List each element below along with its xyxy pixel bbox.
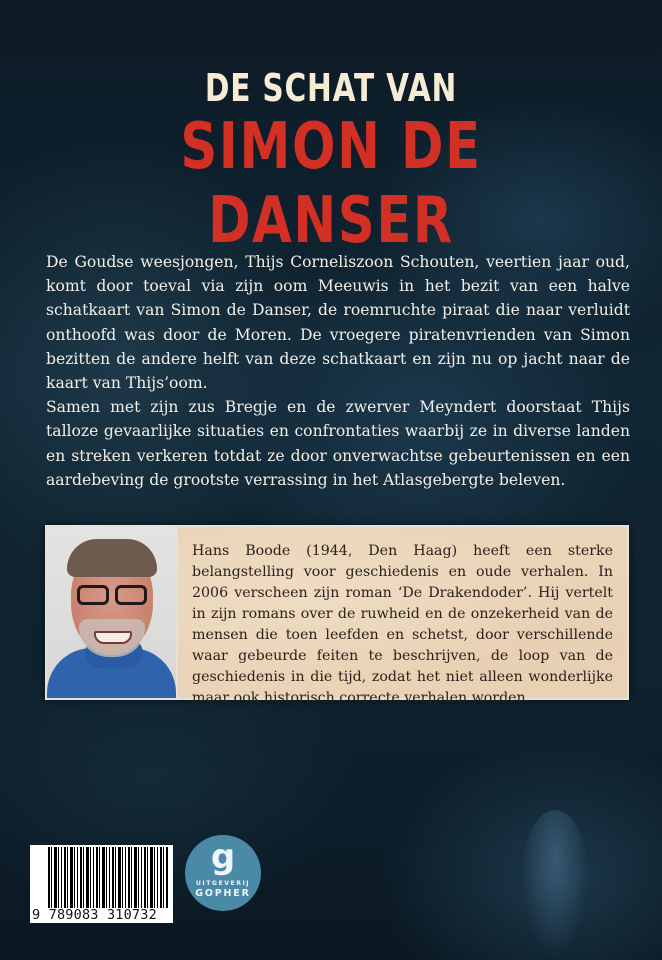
photo-hair <box>67 539 157 577</box>
author-bio-box <box>45 525 629 706</box>
isbn-barcode <box>30 845 173 923</box>
glasses-lens-right <box>115 585 147 605</box>
blurb-paragraph-1: De Goudse weesjongen, Thijs Corneliszoon Schouten, veertien jaar oud, komt door toeval via zijn oom Meeuwis in het bezit van een halve schatkaart van Simon de Danser, de roemruchte piraat die naar verluidt onthoofd was door de Moren. De vroegere piratenvrienden van Simon bezitten de andere helft van deze schatkaart en zijn nu op jacht naar de kaart van Thijs’oom. <box>46 253 630 393</box>
author-photo <box>47 527 178 698</box>
back-cover-blurb <box>46 250 630 492</box>
isbn-number: 9 789083 310732 <box>32 908 170 922</box>
publisher-logo <box>185 835 261 911</box>
barcode-bars <box>48 847 168 909</box>
glasses-icon <box>73 585 151 607</box>
publisher-label-1: UITGEVERIJ <box>195 880 251 887</box>
publisher-label-2: GOPHER <box>195 888 251 899</box>
blurb-paragraph-2: Samen met zijn zus Bregje en de zwerver Meyndert doorstaat Thijs talloze gevaarlijke situaties en confrontaties waarbij ze in diverse landen en streken verkeren totdat ze door onverwachtse gebeurtenissen en een aardebeving de grootste verrassing in het Atlasgebergte beleven. <box>46 398 630 489</box>
background-smoke <box>520 810 590 960</box>
photo-smile <box>94 631 132 644</box>
title-line-1: DE SCHAT VAN <box>204 66 458 110</box>
author-bio-text: Hans Boode (1944, Den Haag) heeft een sterke belangstelling voor geschiedenis en oude verhalen. In 2006 verscheen zijn roman ‘De Drakendoder’. Hij vertelt in zijn romans over de ruwheid en de onzekerheid van de mensen die toen leefden en schetst, door verschillende waar gebeurde feiten te beschrijven, de loop van de geschiedenis in die tijd, zodat het niet alleen wonderlijke maar ook historisch correcte verhalen worden. <box>178 527 627 698</box>
title-line-2: SIMON DE DANSER <box>180 110 482 258</box>
glasses-lens-left <box>77 585 109 605</box>
gopher-g-icon: g <box>210 837 236 877</box>
